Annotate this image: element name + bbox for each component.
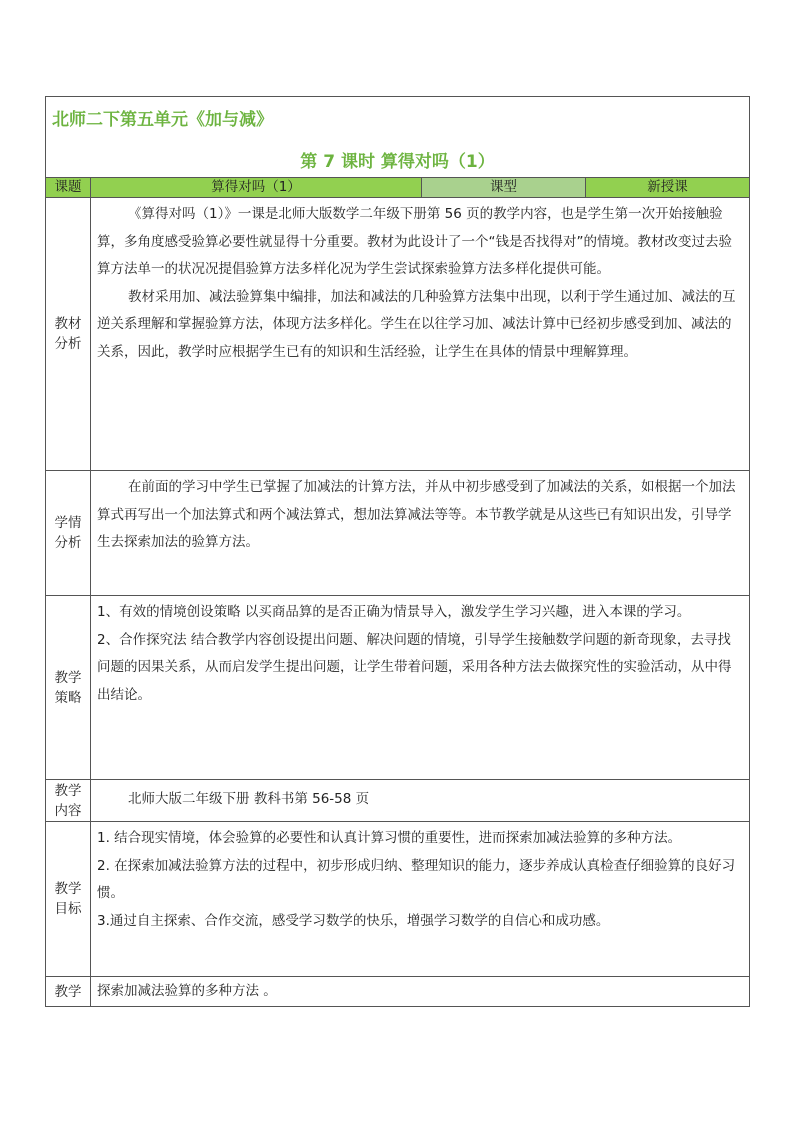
- teaching-goals-row: [46, 822, 750, 977]
- goal-item: 1. 结合现实情境，体会验算的必要性和认真计算习惯的重要性，进而探索加减法验算的多种方法。: [97, 830, 682, 846]
- student-analysis-label: 学情 分析: [46, 471, 91, 596]
- student-analysis-row: [46, 471, 750, 596]
- student-paragraph: 在前面的学习中学生已掌握了加减法的计算方法，并从中初步感受到了加减法的关系，如根据一个加法算式再写出一个加法算式和两个减法算式，想加法算减法等等。本节教学就是从这些已有知识出发，引导学生去探索加法的验算方法。: [97, 479, 736, 550]
- textbook-analysis-label: 教材 分析: [46, 198, 91, 471]
- textbook-analysis-content: [91, 198, 750, 471]
- teaching-strategy-content: [91, 596, 750, 780]
- lesson-plan-document: [45, 96, 749, 1007]
- header-cell: [46, 97, 750, 178]
- lesson-plan-table: [45, 96, 750, 1007]
- teaching-strategy-label: 教学 策略: [46, 596, 91, 780]
- topic-label: 课题: [46, 178, 91, 198]
- key-points-label: 教学: [46, 977, 91, 1007]
- lesson-title: 第 7 课时 算得对吗（1）: [300, 152, 495, 172]
- textbook-paragraph: 《算得对吗（1）》一课是北师大版数学二年级下册第 56 页的教学内容，也是学生第一次开始接触验算，多角度感受验算必要性就显得十分重要。教材为此设计了一个“钱是否找得对”的情境。教材改变过去验算方法单一的状况况提倡验算方法多样化况为学生尝试探索验算方法多样化提供可能。: [97, 206, 732, 277]
- strategy-item: 1、有效的情境创设策略 以买商品算的是否正确为情景导入，激发学生学习兴趣，进入本课的学习。: [97, 604, 691, 620]
- goal-item: 3.通过自主探索、合作交流，感受学习数学的快乐，增强学习数学的自信心和成功感。: [97, 912, 610, 929]
- teaching-strategy-row: [46, 596, 750, 780]
- unit-title: 北师二下第五单元《加与减》: [52, 110, 273, 130]
- course-info-row: [46, 178, 750, 198]
- goal-item: 2. 在探索加减法验算方法的过程中，初步形成归纳、整理知识的能力，逐步养成认真检查仔细验算的良好习惯。: [97, 857, 736, 901]
- textbook-paragraph: 教材采用加、减法验算集中编排，加法和减法的几种验算方法集中出现，以利于学生通过加、减法的互逆关系理解和掌握验算方法，体现方法多样化。学生在以往学习加、减法计算中已经初步感受到加、减法的关系，因此，教学时应根据学生已有的知识和生活经验，让学生在具体的情景中理解算理。: [97, 288, 736, 360]
- type-label: 课型: [422, 178, 586, 198]
- student-analysis-content: [91, 471, 750, 596]
- strategy-item: 2、合作探究法 结合教学内容创设提出问题、解决问题的情境，引导学生接触数学问题的新奇现象，去寻找问题的因果关系，从而启发学生提出问题，让学生带着问题，采用各种方法去做探究性的实验活动，从中得出结论。: [97, 631, 732, 703]
- teaching-content-row: [46, 780, 750, 822]
- teaching-content-text: 北师大版二年级下册 教科书第 56-58 页: [91, 780, 750, 822]
- key-points-text: 探索加减法验算的多种方法 。: [91, 977, 750, 1007]
- teaching-goals-content: [91, 822, 750, 977]
- textbook-analysis-row: [46, 198, 750, 471]
- key-points-row: [46, 977, 750, 1007]
- topic-value: 算得对吗（1）: [91, 178, 422, 198]
- teaching-goals-label: 教学 目标: [46, 822, 91, 977]
- type-value: 新授课: [586, 178, 750, 198]
- teaching-content-label: 教学 内容: [46, 780, 91, 822]
